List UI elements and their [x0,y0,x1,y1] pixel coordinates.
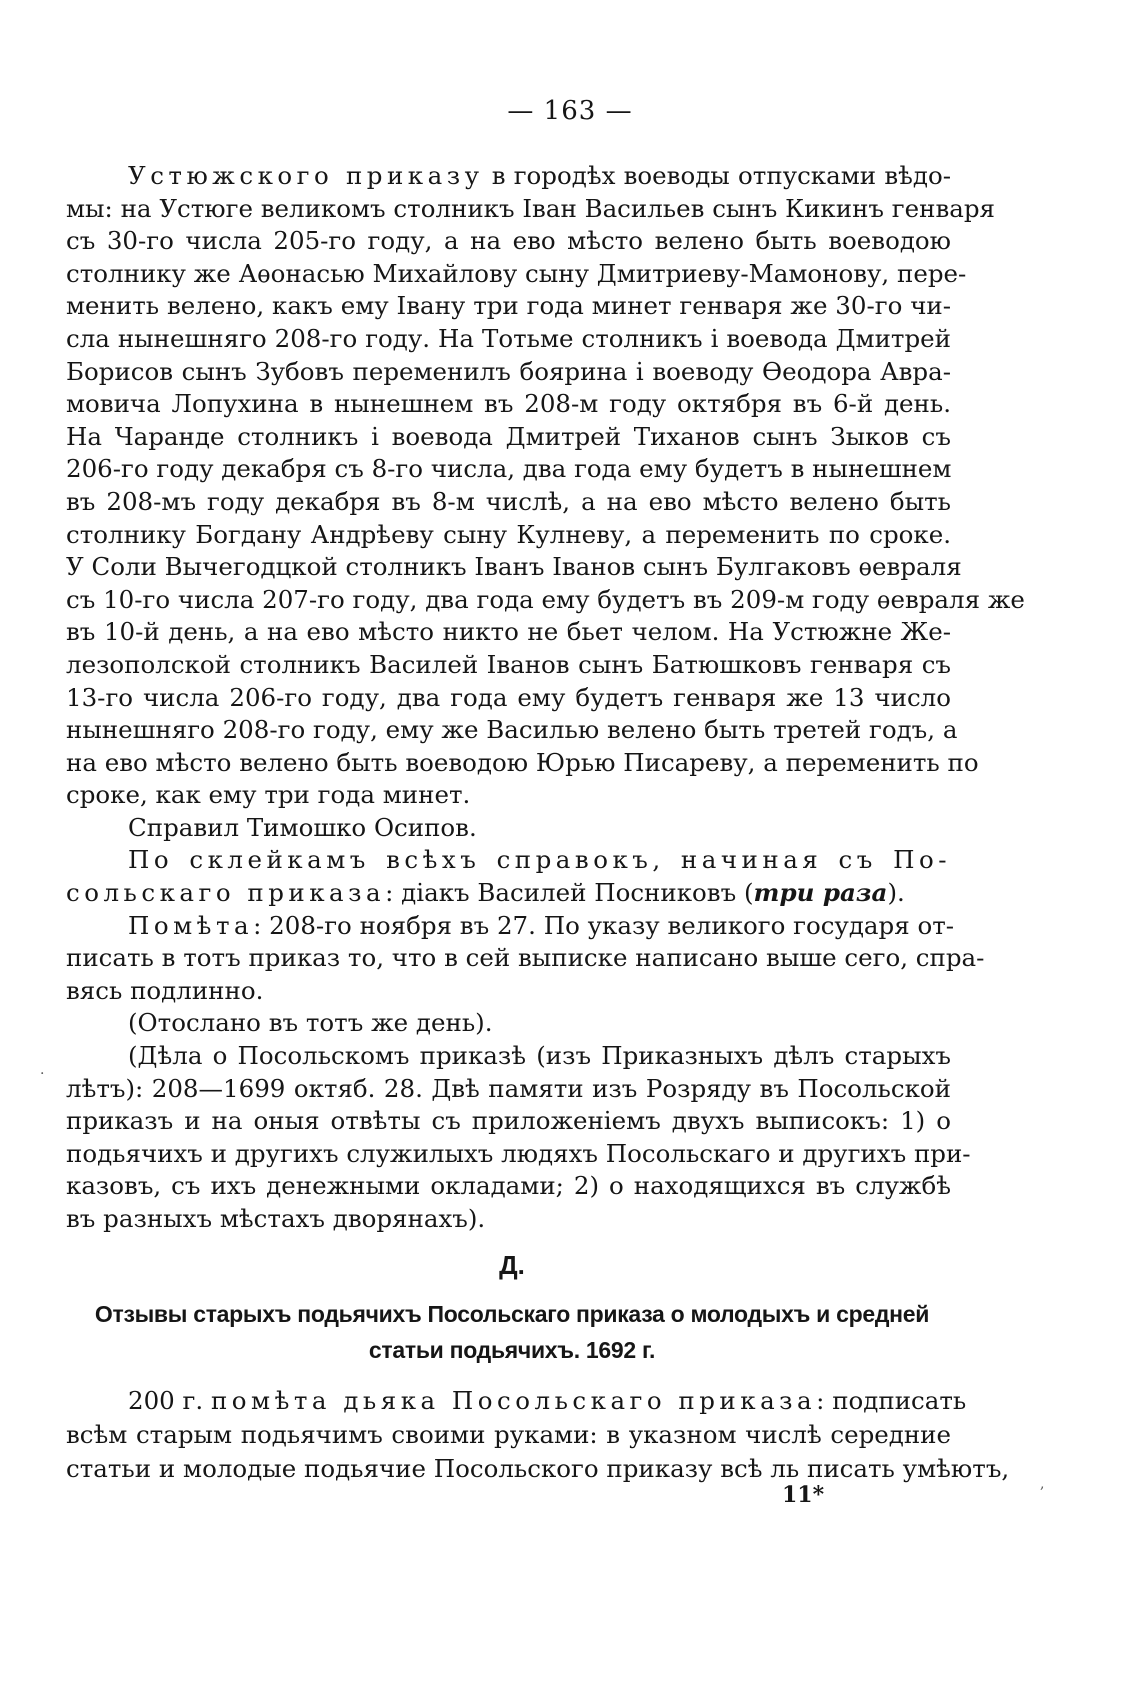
text-line [66,258,967,291]
text-segment: нынешняго 208-го году, ему же Василью велено быть третей годъ, а [66,715,958,745]
section-heading-line-1: Отзывы старыхъ подьячихъ Посольскаго приказа о молодыхъ и средней [94,1301,930,1327]
text-line [66,1073,951,1106]
text-segment: : подписать [816,1386,967,1415]
text-segment: три раза [753,878,888,908]
text-segment: 200 г. [128,1386,211,1415]
text-line [66,1203,951,1236]
text-segment: На Чаранде столникъ і воевода Дмитрей Тиханов сынъ Зыков съ [66,421,951,451]
text-line [66,225,951,258]
text-segment: ). [887,878,905,908]
text-line [66,323,951,356]
text-segment: лезополской столникъ Василей Іванов сынъ Батюшковъ генваря съ [66,649,951,679]
signature-mark: 11* [782,1482,825,1508]
text-line [66,453,951,486]
text-segment: съ 10-го числа 207-го году, два года ему будетъ въ 209-м году ѳевраля же [66,584,1025,614]
text-segment: Устюжского приказу [128,161,484,190]
text-segment: лѣтъ): 208—1699 октяб. 28. Двѣ памяти изъ Розряду въ Посольской [66,1073,951,1103]
text-line [66,714,958,747]
text-segment: помѣта дьяка Посольскаго приказа [210,1386,817,1415]
text-segment: казовъ, съ ихъ денежными окладами; 2) о находящихся въ службѣ [66,1171,951,1201]
text-segment: писать в тотъ приказ то, что в сей выписке написано выше сего, спра- [66,943,985,973]
text-line [66,551,962,584]
text-segment: въ разныхъ мѣстахъ дворянахъ). [66,1204,486,1233]
text-line [66,1452,1010,1486]
text-segment: въ 208-мъ году декабря въ 8-м числѣ, а на ево мѣсто велено быть [66,486,951,516]
text-segment: мовича Лопухина в нынешнем въ 208-м году октября въ 6-й день. [66,389,951,419]
text-segment: У Соли Вычегодцкой столникъ Іванъ Іванов сынъ Булгаковъ ѳевраля [66,552,962,582]
text-line [66,779,951,812]
text-segment: приказъ и на оныя отвѣты съ приложеніемъ двухъ выписокъ: 1) о [66,1106,951,1136]
text-segment: 206-го году декабря съ 8-го числа, два года ему будетъ в нынешнем [66,454,952,484]
text-line [66,421,951,454]
text-segment: столнику же Аѳонасью Михайлову сыну Дмитриеву-Мамонову, пере- [66,258,967,288]
text-segment: подьячихъ и другихъ служилыхъ людяхъ Посольскаго и другихъ при- [66,1138,971,1168]
text-segment: мы: на Устюге великомъ столникъ Іван Васильев сынъ Кикинъ генваря [66,193,995,223]
text-line [66,1418,951,1452]
text-segment: съ 30-го числа 205-го году, а на ево мѣсто велено быть воеводою [66,226,951,256]
text-segment: : 208-го ноября въ 27. По указу великого государя от- [253,910,955,940]
section-letter: Д. [499,1250,525,1280]
text-line [66,584,1025,617]
text-line [66,1040,951,1073]
text-line [66,975,951,1008]
text-segment: Борисов сынъ Зубовъ переменилъ боярина і воеводу Ѳеодора Авра- [66,356,951,386]
text-segment: Справил Тимошко Осипов. [128,812,477,842]
text-line [66,812,951,845]
text-segment: сла нынешняго 208-го году. На Тотьме столникъ і воевода Дмитрей [66,323,951,353]
text-segment: въ 10-й день, а на ево мѣсто никто не бьет челом. На Устюжне Же- [66,617,951,647]
text-segment: менить велено, какъ ему Івану три года минет генваря же 30-го чи- [66,291,951,321]
text-segment: 13-го числа 206-го году, два года ему будетъ генваря же 13 число [66,682,951,712]
main-text [66,160,1025,1236]
section-text [66,1384,1010,1486]
section-heading [52,1296,972,1368]
text-line [66,1384,967,1418]
text-line [66,877,951,910]
text-segment: всѣм старым подьячимъ своими руками: в указном числѣ середние [66,1420,951,1449]
text-segment: : діакъ Василей Посниковъ ( [385,878,754,908]
text-segment: По склейкамъ всѣхъ справокъ, начиная съ По- [128,845,951,875]
text-line [66,193,995,226]
text-segment: на ево мѣсто велено быть воеводою Юрью Писареву, а переменить по [66,747,979,777]
text-line [66,290,951,323]
margin-speck: · [40,1066,45,1082]
text-segment: столнику Богдану Андрѣеву сыну Кулневу, а переменить по сроке. [66,519,951,549]
text-line [66,747,979,780]
text-segment: Помѣта [128,910,254,940]
text-line [66,942,985,975]
section-heading-line-2: статьи подьячихъ. 1692 г. [368,1337,656,1363]
text-line [66,649,951,682]
text-segment: статьи и молодые подьячие Посольского приказу всѣ ль писать умѣютъ, [66,1454,1010,1483]
text-line [66,486,951,519]
text-line [66,1007,951,1040]
text-line [66,160,951,193]
text-segment: сроке, как ему три года минет. [66,780,471,810]
text-segment: (Дѣла о Посольскомъ приказѣ (изъ Приказныхъ дѣлъ старыхъ [128,1041,951,1071]
text-segment: вясь подлинно. [66,975,264,1005]
text-line [66,616,951,649]
text-line [66,910,955,943]
margin-speck: , [1040,1476,1045,1492]
text-line [66,388,951,421]
text-segment: сольскаго приказа [66,878,386,908]
text-line [66,519,951,552]
text-segment: в городѣх воеводы отпусками вѣдо- [483,161,952,190]
text-line [66,1105,951,1138]
text-line [66,682,951,715]
text-line [66,356,951,389]
text-segment: (Отослано въ тотъ же день). [128,1008,493,1038]
text-line [66,844,951,877]
text-line [66,1138,971,1171]
text-line [66,1170,951,1203]
page-number: — 163 — [507,96,633,126]
